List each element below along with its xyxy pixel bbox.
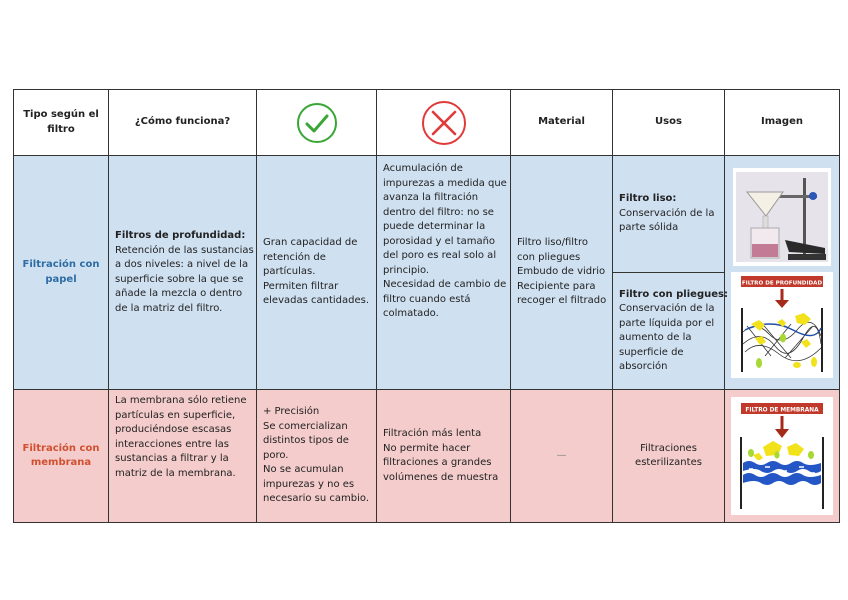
paper-cons-line: del poro es real solo al <box>383 250 497 261</box>
usos-liso-title: Filtro liso: <box>619 193 677 205</box>
header-imagen: Imagen <box>725 90 840 156</box>
paper-cons-line: filtro cuando está <box>383 293 471 305</box>
usos-pliegues-line: superficie de <box>619 346 684 358</box>
paper-cons-line: Acumulación de <box>383 163 463 174</box>
header-material: Material <box>511 90 613 156</box>
paper-material-line: Recipiente para <box>517 280 596 292</box>
membrane-cons-line: volúmenes de muestra <box>383 471 499 483</box>
usos-pliegues-line: absorción <box>619 361 668 372</box>
membrane-cons-line: filtraciones a grandes <box>383 457 492 468</box>
membrane-pros-line: necesario su cambio. <box>263 493 370 505</box>
membrane-usos <box>613 390 725 523</box>
membrane-images <box>725 390 840 523</box>
membrane-como-line: interacciones entre las <box>115 438 229 450</box>
usos-pliegues-title: Filtro con pliegues: <box>619 288 728 300</box>
membrane-pros <box>257 390 377 523</box>
header-pros <box>257 90 377 156</box>
paper-pros-line: partículas. <box>263 266 316 278</box>
membrane-usos-line: Filtraciones <box>640 442 697 454</box>
paper-como-title: Filtros de profundidad: <box>115 230 246 241</box>
paper-images <box>725 156 840 390</box>
paper-cons-line: Necesidad de cambio de <box>383 279 507 290</box>
membrane-como-line: matriz de la membrana. <box>115 467 236 479</box>
paper-cons-line: dentro del filtro: no se <box>383 206 494 218</box>
row-membrane <box>14 390 840 523</box>
membrane-como-line: partículas en superficie, <box>115 409 236 421</box>
membrane-filter-diagram <box>731 397 833 515</box>
filtration-setup-photo <box>733 168 831 266</box>
paper-cons-line: principio. <box>383 264 430 276</box>
membrane-como <box>109 390 257 523</box>
header-tipo-line: filtro <box>47 123 75 135</box>
paper-como-line: Retención de las sustancias <box>115 244 254 256</box>
paper-pros-line: Gran capacidad de <box>263 237 358 249</box>
membrane-cons-line: No permite hacer <box>383 442 471 454</box>
usos-pliegues-line: parte líquida por el <box>619 317 715 329</box>
paper-cons-line: puede determinar la <box>383 221 486 232</box>
membrane-como-line: sustancias a filtrar y la <box>115 453 229 464</box>
membrane-pros-line: No se acumulan <box>263 464 344 476</box>
header-tipo-line: Tipo según el <box>23 109 99 120</box>
membrane-como-line: La membrana sólo retiene <box>115 395 247 406</box>
header-como: ¿Cómo funciona? <box>109 90 257 156</box>
paper-como-line: superficie sobre la que se <box>115 273 244 285</box>
paper-cons <box>377 156 511 390</box>
check-circle-icon <box>295 101 339 145</box>
membrane-como-line: produciéndose escasas <box>115 424 232 435</box>
paper-name-line: papel <box>45 273 77 285</box>
paper-material-line: recoger el filtrado <box>517 295 607 307</box>
membrane-pros-line: distintos tipos de <box>263 435 349 447</box>
paper-material <box>511 156 613 390</box>
paper-cons-line: impurezas a medida que <box>383 177 507 189</box>
usos-liso-line: Conservación de la <box>619 207 715 219</box>
paper-como-line: añade la mezcla o dentro <box>115 288 243 299</box>
membrane-cons-line: Filtración más lenta <box>383 428 482 439</box>
paper-como-line: a dos niveles: a nivel de la <box>115 259 249 270</box>
membrane-cons <box>377 390 511 523</box>
header-row <box>14 90 840 156</box>
row-paper <box>14 156 840 390</box>
paper-como-line: de la matriz del filtro. <box>115 302 223 314</box>
usos-pliegues <box>613 273 728 389</box>
paper-pros-line: retención de <box>263 251 326 263</box>
membrane-usos-line: esterilizantes <box>635 457 702 468</box>
membrane-pros-line: poro. <box>263 449 289 461</box>
usos-pliegues-line: Conservación de la <box>619 303 715 314</box>
paper-material-line: Filtro liso/filtro <box>517 237 588 249</box>
membrane-filter-label: FILTRO DE MEMBRANA <box>745 407 819 414</box>
paper-como <box>109 156 257 390</box>
header-cons <box>377 90 511 156</box>
paper-pros-line: elevadas cantidades. <box>263 295 370 307</box>
comparison-table <box>13 89 840 523</box>
paper-material-line: Embudo de vidrio <box>517 266 606 278</box>
header-tipo <box>14 90 109 156</box>
depth-filter-label: FILTRO DE PROFUNDIDAD <box>741 280 823 286</box>
paper-usos <box>613 156 728 390</box>
paper-cons-line: porosidad y el tamaño <box>383 235 496 247</box>
paper-pros <box>257 156 377 390</box>
paper-name-line: Filtración con <box>22 259 100 270</box>
paper-pros-line: Permiten filtrar <box>263 280 339 292</box>
membrane-name-line: membrana <box>30 457 92 468</box>
usos-liso-line: parte sólida <box>619 222 679 234</box>
paper-cons-line: colmatado. <box>383 308 439 319</box>
usos-liso <box>613 156 724 273</box>
header-usos: Usos <box>613 90 725 156</box>
membrane-material: — <box>511 390 613 523</box>
paper-name <box>14 156 109 390</box>
depth-filter-diagram <box>731 272 833 378</box>
membrane-pros-line: + Precisión <box>263 406 320 418</box>
membrane-pros-line: Se comercializan <box>263 420 348 432</box>
x-circle-icon <box>420 99 468 147</box>
paper-cons-line: avanza la filtración <box>383 192 479 203</box>
membrane-name-line: Filtración con <box>22 442 100 454</box>
membrane-name <box>14 390 109 523</box>
membrane-pros-line: impurezas y no es <box>263 478 355 490</box>
paper-material-line: con pliegues <box>517 251 581 263</box>
usos-pliegues-line: aumento de la <box>619 332 692 343</box>
